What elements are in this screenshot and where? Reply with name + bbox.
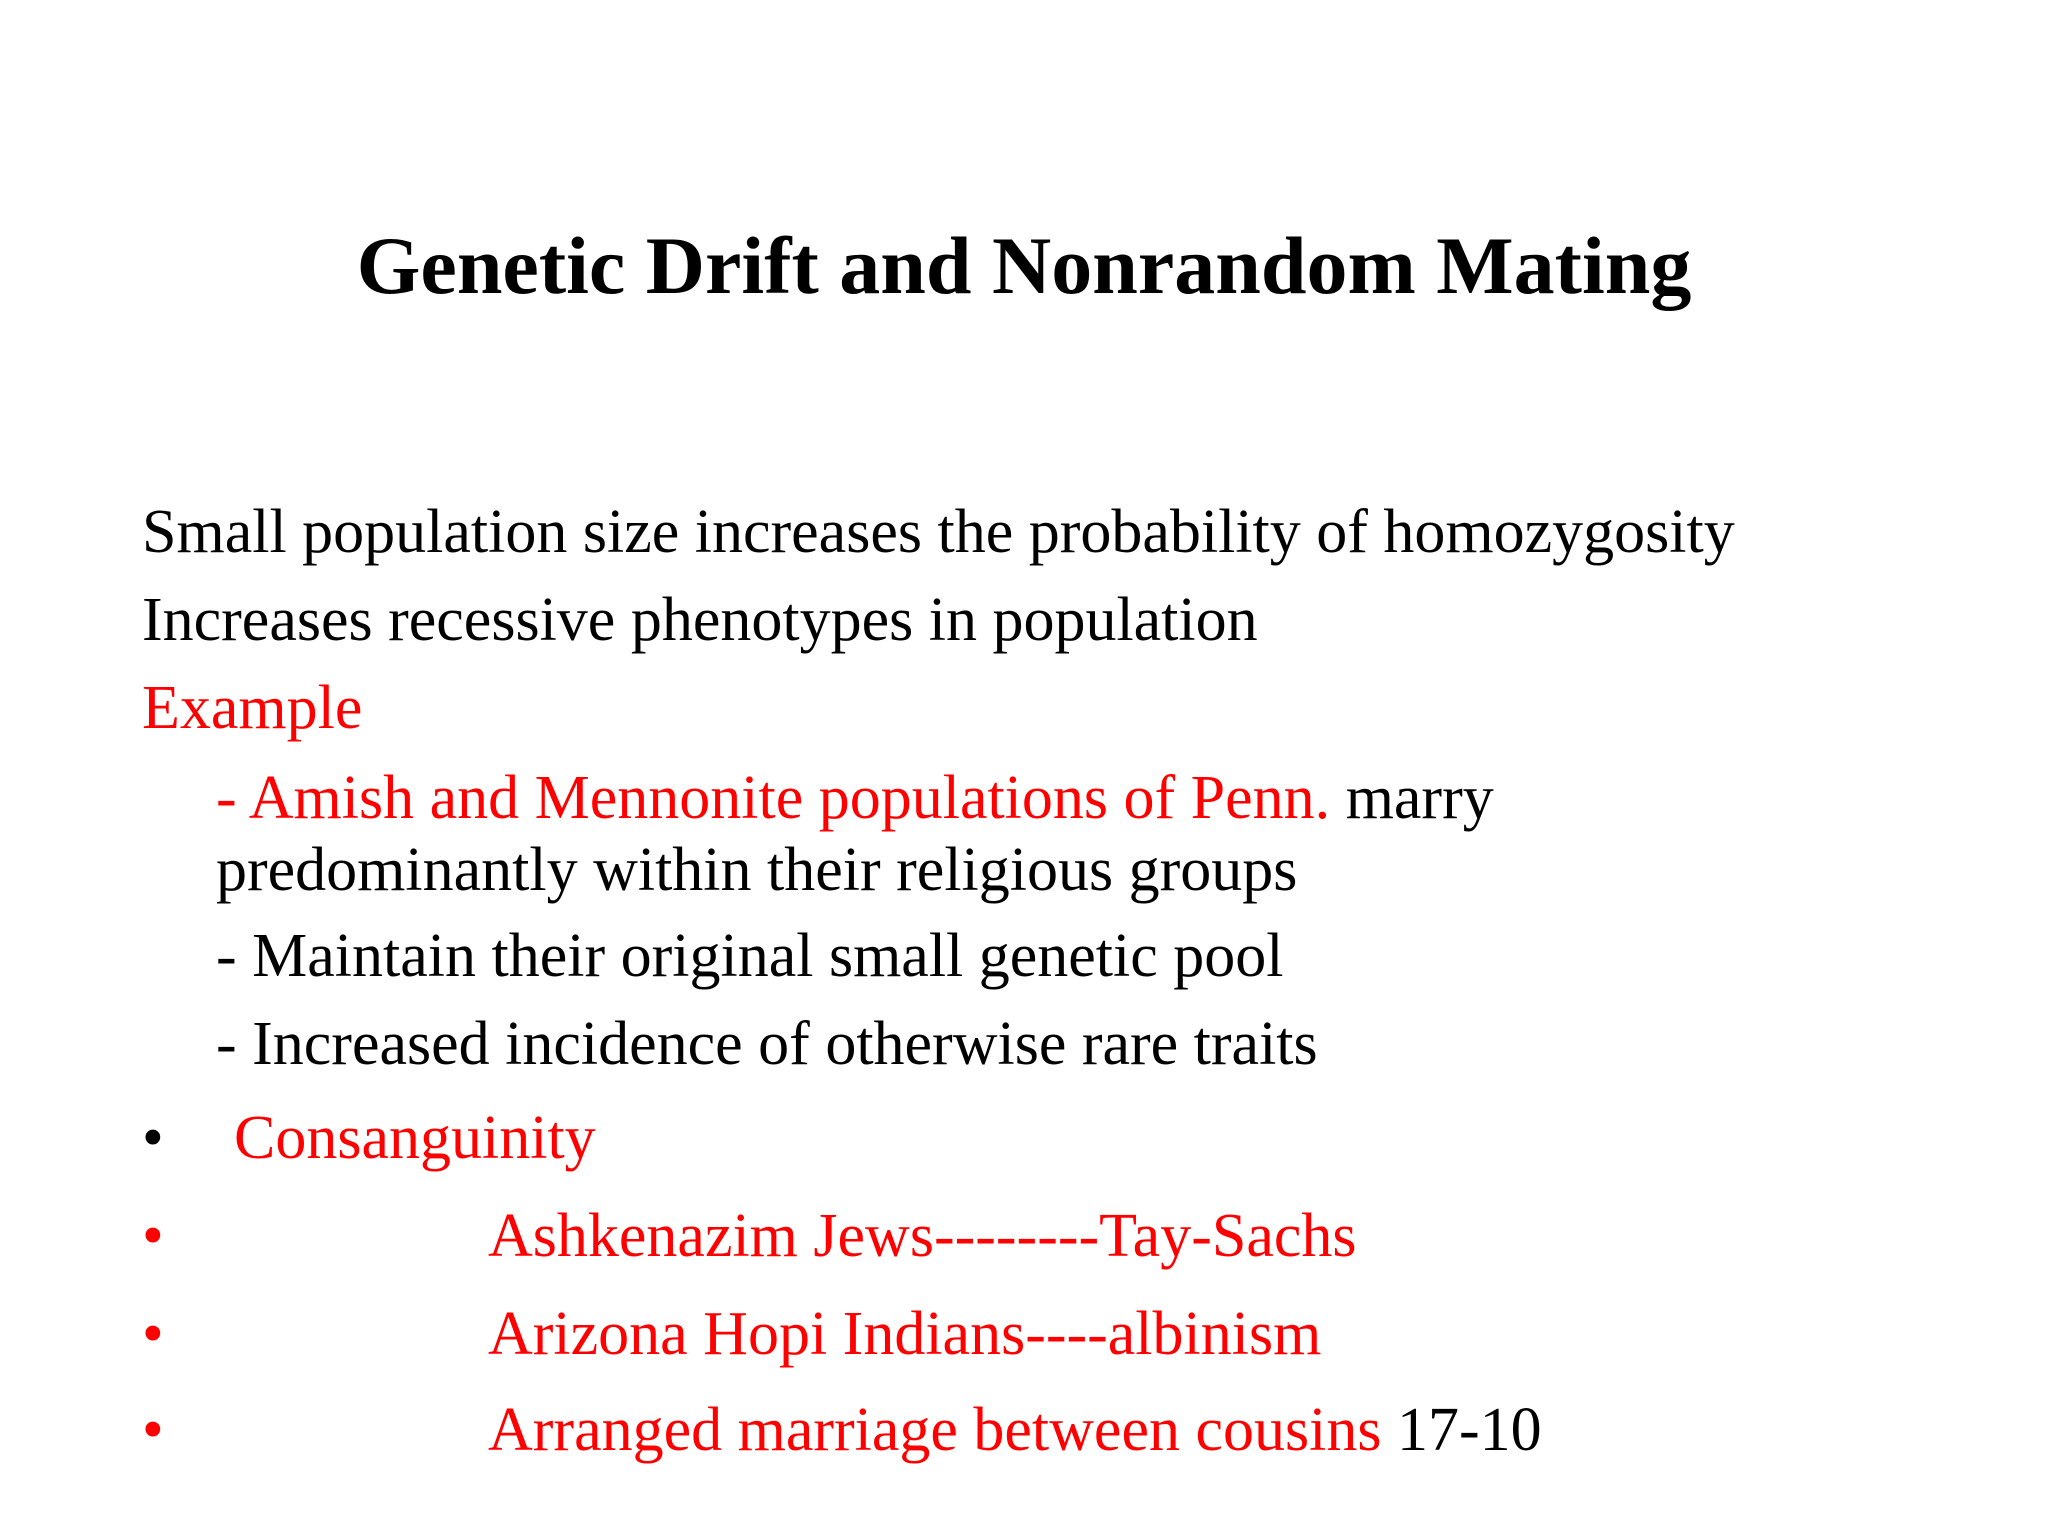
slide-title: Genetic Drift and Nonrandom Mating <box>356 220 1692 311</box>
sub-item-amish-rest: marry <box>1330 764 1494 832</box>
sub-item-amish-continuation: predominantly within their religious groups <box>216 836 1298 904</box>
example-label: Example <box>142 674 363 742</box>
sub-item-rare-traits: - Increased incidence of otherwise rare traits <box>216 1010 1318 1078</box>
body-line-small-population: Small population size increases the probability of homozygosity <box>142 498 1735 566</box>
bullet-marker-cousins: • <box>142 1396 164 1464</box>
bullet-marker-hopi: • <box>142 1300 164 1368</box>
body-line-recessive-phenotypes: Increases recessive phenotypes in population <box>142 586 1258 654</box>
bullet-text-consanguinity: Consanguinity <box>234 1104 596 1172</box>
slide-number: 17-10 <box>1396 1396 1542 1464</box>
bullet-text-ashkenazim: Ashkenazim Jews--------Tay-Sachs <box>488 1202 1357 1270</box>
bullet-text-hopi: Arizona Hopi Indians----albinism <box>488 1300 1322 1368</box>
sub-item-amish-highlight: - Amish and Mennonite populations of Penn. <box>216 764 1331 832</box>
bullet-line-cousins <box>488 1394 1542 1466</box>
bullet-text-cousins: Arranged marriage between cousins <box>488 1396 1382 1464</box>
bullet-marker-ashkenazim: • <box>142 1202 164 1270</box>
sub-item-genetic-pool: - Maintain their original small genetic pool <box>216 922 1284 990</box>
bullet-marker-consanguinity: • <box>142 1104 164 1172</box>
sub-item-amish <box>216 762 1494 834</box>
